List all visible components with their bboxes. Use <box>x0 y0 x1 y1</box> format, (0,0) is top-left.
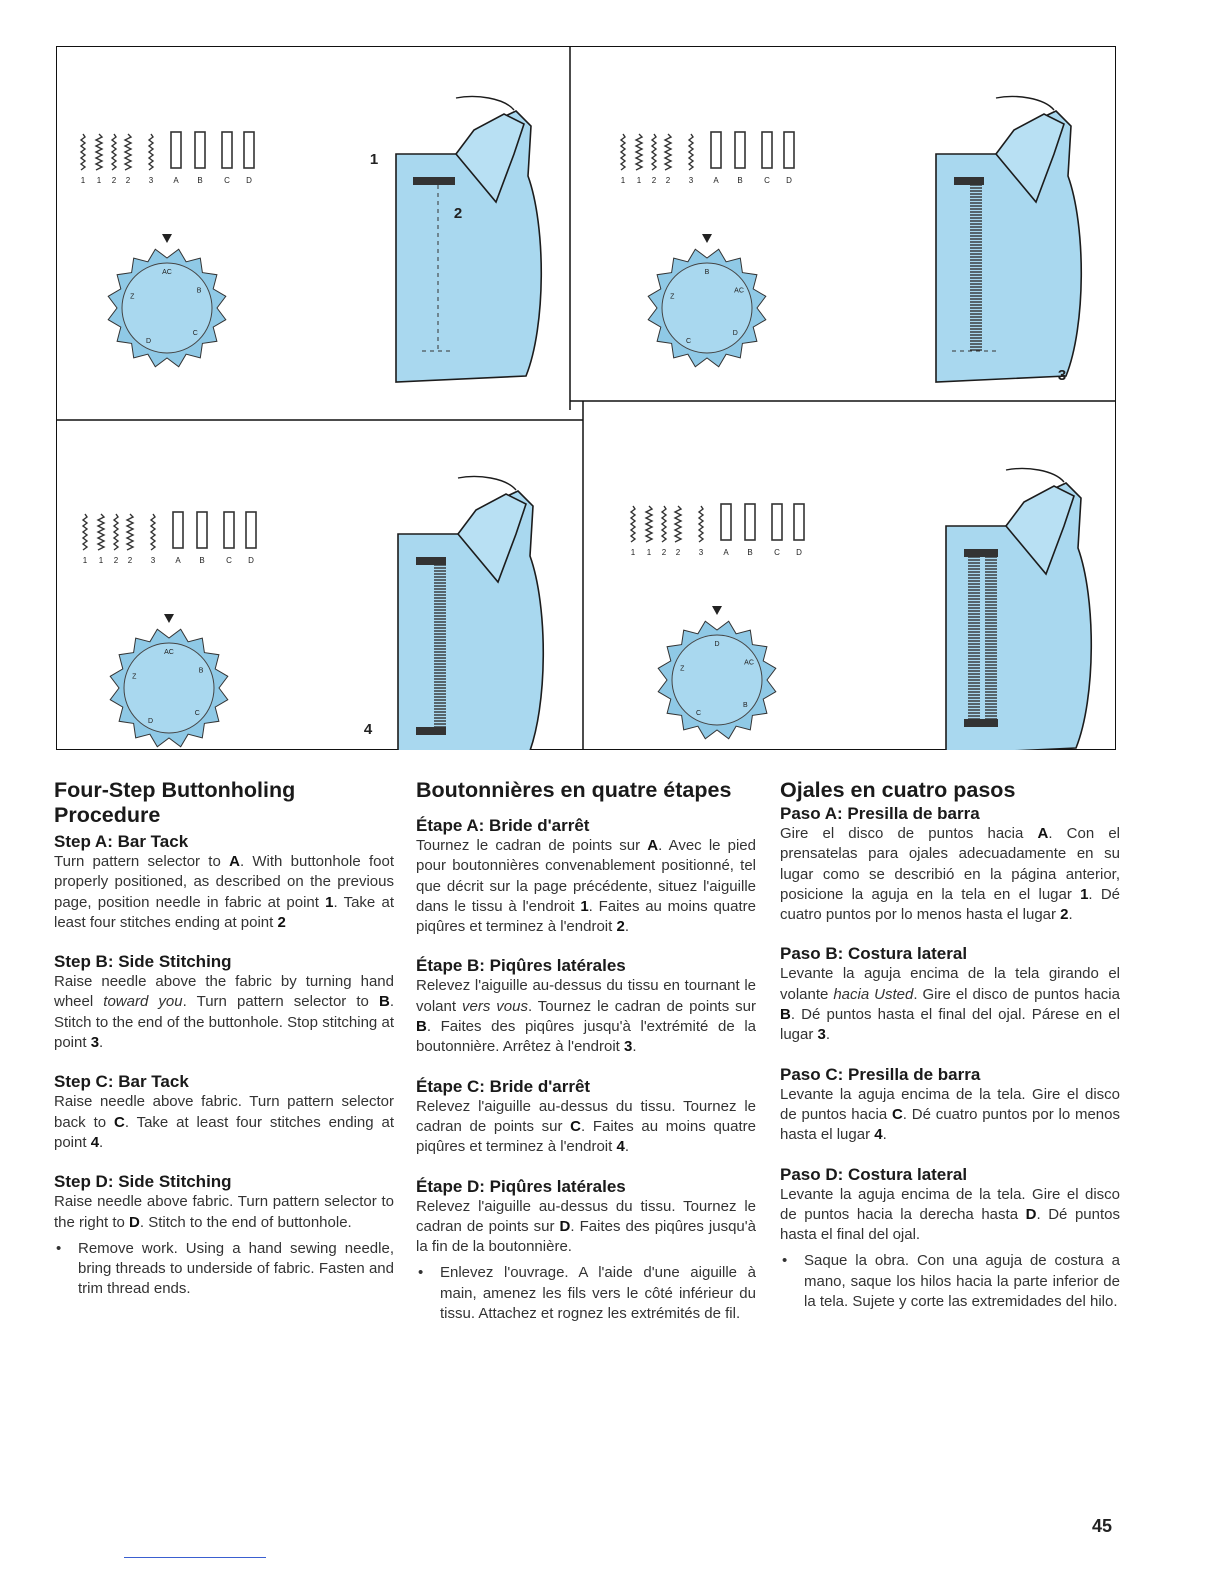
selector-number: B <box>737 176 743 185</box>
french-title: Boutonnières en quatre étapes <box>416 778 732 802</box>
es-step-a-heading: Paso A: Presilla de barra <box>780 804 980 823</box>
selector-symbol <box>794 504 804 557</box>
panel-A <box>81 97 541 383</box>
spanish-column <box>780 778 1120 1312</box>
zigzag-icon <box>621 134 625 170</box>
bar-icon <box>762 132 772 168</box>
dial-mark: B <box>743 701 748 709</box>
zigzag-icon <box>699 506 703 542</box>
dial-mark: D <box>732 329 738 337</box>
pointer-triangle <box>164 614 174 623</box>
selector-number: D <box>786 176 792 185</box>
selector-symbol <box>173 512 183 565</box>
selector-symbol <box>222 132 232 185</box>
selector-symbol <box>745 504 755 557</box>
dial-mark: Z <box>670 293 675 301</box>
selector-number: B <box>197 176 203 185</box>
zigzag-icon <box>83 514 87 550</box>
dial-mark: D <box>145 338 152 346</box>
selector-number: C <box>226 556 232 565</box>
zigzag-icon <box>112 134 116 170</box>
selector-number: A <box>173 176 179 185</box>
selector-symbol <box>636 134 642 185</box>
shirt-fabric <box>946 469 1091 751</box>
stitch-selector-strip <box>81 132 254 185</box>
es-bullet: • Saque la obra. Con una aguja de costura a mano, saque los hilos hacia la parte inferior de la tela. Sujete y corte las extremidades del hilo. <box>780 1251 1120 1312</box>
selector-symbol <box>246 512 256 565</box>
zigzag-icon <box>125 134 131 170</box>
selector-symbol <box>762 132 772 185</box>
fr-step-c-text: Relevez l'aiguille au-dessus du tissu. Tournez le cadran de points sur C. Faites au moins quatre piqûres et terminez à l'endroit 4. <box>416 1097 756 1156</box>
selector-symbol <box>127 514 133 565</box>
zigzag-icon <box>96 134 102 170</box>
fr-step-d-heading: Étape D: Piqûres latérales <box>416 1176 626 1196</box>
bar-icon <box>794 504 804 540</box>
bar-icon <box>735 132 745 168</box>
selector-number: A <box>713 176 719 185</box>
selector-number: A <box>175 556 181 565</box>
shirt-fabric <box>398 477 543 751</box>
dial-face <box>662 263 752 353</box>
en-step-c-heading: Step C: Bar Tack <box>54 1072 189 1092</box>
selector-number: D <box>246 176 252 185</box>
fr-step-d-text: Relevez l'aiguille au-dessus du tissu. Tournez le cadran de points sur D. Faites des piqûres jusqu'à la fin de la boutonnière. <box>416 1197 756 1256</box>
dial-mark: AC <box>164 649 174 656</box>
bar-icon <box>711 132 721 168</box>
en-step-b-text: Raise needle above the fabric by turning hand wheel toward you. Turn pattern selector to B. Stitch to the end of the buttonhole. Stop stitching at point 3. <box>54 973 395 1052</box>
dial-mark: C <box>685 338 692 346</box>
shirt-fabric <box>396 97 541 383</box>
selector-symbol <box>171 132 181 185</box>
point-label: 1 <box>369 151 379 168</box>
selector-number: A <box>723 548 729 557</box>
bar-tack <box>413 177 455 185</box>
dial-mark: B <box>196 287 202 295</box>
selector-symbol <box>646 506 652 557</box>
zigzag-icon <box>689 134 693 170</box>
dial-mark: Z <box>130 293 135 301</box>
bar-tack <box>954 177 984 185</box>
selector-number: 1 <box>80 176 86 185</box>
selector-symbol <box>711 132 721 185</box>
selector-number: 2 <box>125 176 131 185</box>
bar-icon <box>784 132 794 168</box>
selector-symbol <box>772 504 782 557</box>
selector-symbol <box>81 134 86 185</box>
selector-symbol <box>662 506 667 557</box>
es-step-d-text: Levante la aguja encima de la tela. Gire el disco de puntos hacia la derecha hasta D. Dé puntos hasta el final del ojal. <box>780 1185 1120 1244</box>
zigzag-icon <box>636 134 642 170</box>
selector-symbol <box>675 506 681 557</box>
bottom-rule <box>124 1557 266 1558</box>
es-step-b-heading: Paso B: Costura lateral <box>780 944 968 964</box>
bar-icon <box>197 512 207 548</box>
selector-number: 3 <box>150 556 156 565</box>
bar-icon <box>721 504 731 540</box>
dial-mark: AC <box>734 287 744 295</box>
bar-icon <box>745 504 755 540</box>
selector-symbol <box>244 132 254 185</box>
selector-number: 1 <box>98 556 104 565</box>
dial-mark: B <box>704 269 710 276</box>
buttonhole-figure <box>56 46 1116 750</box>
selector-symbol <box>112 134 117 185</box>
point-label: 2 <box>453 205 463 222</box>
bar-icon <box>224 512 234 548</box>
selector-number: 2 <box>127 556 133 565</box>
selector-number: 2 <box>651 176 657 185</box>
selector-symbol <box>98 514 104 565</box>
selector-number: 3 <box>148 176 154 185</box>
selector-symbol <box>689 134 694 185</box>
fr-step-b-heading: Étape B: Piqûres latérales <box>416 956 626 976</box>
bar-icon <box>244 132 254 168</box>
selector-number: C <box>774 548 780 557</box>
bar-icon <box>173 512 183 548</box>
collar-back <box>458 477 516 491</box>
dial-mark: D <box>714 641 720 648</box>
panel-B <box>621 97 1081 385</box>
selector-number: B <box>747 548 753 557</box>
es-step-a-text: Gire el disco de puntos hacia A. Con el prensatelas para ojales adecuadamente en su lugar como se describió en la página anterior, posicione la aguja en la tela en el lugar 1. Dé cuatro puntos por lo menos hasta el lugar 2. <box>780 825 1120 924</box>
fr-step-a-text: Tournez le cadran de points sur A. Avec le pied pour boutonnières convenablement positionné, tel que décrit sur la page précédente, situez l'aiguille dans le tissu à l'endroit 1. Faites au moins quatre piqûres et terminez à l'endroit 2. <box>416 837 756 936</box>
collar-back <box>1006 469 1064 483</box>
zigzag-icon <box>675 506 681 542</box>
bar-icon <box>171 132 181 168</box>
selector-symbol <box>224 512 234 565</box>
zigzag-icon <box>98 514 104 550</box>
selector-symbol <box>151 514 156 565</box>
en-step-a-text: Turn pattern selector to A. With buttonhole foot properly positioned, as described on the previous page, position needle in fabric at point 1. Take at least four stitches ending at point 2 <box>54 853 394 931</box>
dial-mark: D <box>147 718 154 726</box>
zigzag-icon <box>652 134 656 170</box>
zigzag-icon <box>151 514 155 550</box>
es-step-d-heading: Paso D: Costura lateral <box>780 1164 968 1184</box>
selector-number: D <box>796 548 802 557</box>
dial-mark: AC <box>162 269 172 276</box>
stitch-selector-strip <box>621 132 794 185</box>
selector-symbol <box>197 512 207 565</box>
selector-symbol <box>631 506 636 557</box>
en-step-c-text: Raise needle above fabric. Turn pattern selector back to C. Take at least four stitches ending at point 4. <box>54 1093 395 1151</box>
bar-tack <box>416 557 446 565</box>
selector-number: 1 <box>646 548 652 557</box>
zigzag-icon <box>81 134 85 170</box>
selector-number: 1 <box>636 176 642 185</box>
spanish-title: Ojales en cuatro pasos <box>780 778 1016 802</box>
selector-symbol <box>149 134 154 185</box>
panel-D <box>631 469 1091 751</box>
english-title: Four-Step Buttonholing Procedure <box>54 778 296 827</box>
pointer-triangle <box>162 234 172 243</box>
stitch-selector-strip <box>83 512 256 565</box>
dial-mark: C <box>695 710 702 718</box>
bar-icon <box>195 132 205 168</box>
selector-number: 3 <box>698 548 704 557</box>
selector-symbol <box>621 134 626 185</box>
bar-icon <box>222 132 232 168</box>
selector-symbol <box>114 514 119 565</box>
en-step-d-heading: Step D: Side Stitching <box>54 1172 232 1192</box>
selector-number: C <box>764 176 770 185</box>
bar-tack <box>964 719 998 727</box>
dial-mark: C <box>192 329 198 337</box>
point-label: 4 <box>363 721 373 738</box>
en-step-d-text: Raise needle above fabric. Turn pattern selector to the right to D. Stitch to the end of buttonhole. <box>54 1193 394 1231</box>
dial-mark: Z <box>132 673 137 681</box>
french-column <box>416 778 756 1324</box>
en-step-a-heading: Step A: Bar Tack <box>54 832 189 851</box>
en-step-b-heading: Step B: Side Stitching <box>54 952 232 972</box>
collar-back <box>456 97 514 111</box>
shirt-fabric <box>936 97 1081 383</box>
es-step-b-text: Levante la aguja encima de la tela girando el volante hacia Usted. Gire el disco de puntos hacia B. Dé puntos hasta el final del ojal. Párese en el lugar 3. <box>780 965 1120 1044</box>
english-column <box>54 778 394 1300</box>
bar-icon <box>246 512 256 548</box>
selector-symbol <box>96 134 102 185</box>
zigzag-icon <box>114 514 118 550</box>
bar-tack <box>964 549 998 557</box>
panel-C <box>83 477 543 751</box>
zigzag-icon <box>149 134 153 170</box>
bar-icon <box>772 504 782 540</box>
selector-symbol <box>721 504 731 557</box>
page-number: 45 <box>1092 1516 1113 1536</box>
pointer-triangle <box>702 234 712 243</box>
zigzag-icon <box>665 134 671 170</box>
dial-mark: C <box>194 709 200 717</box>
fr-step-a-heading: Étape A: Bride d'arrêt <box>416 816 590 835</box>
selector-number: 2 <box>661 548 667 557</box>
zigzag-icon <box>662 506 666 542</box>
selector-number: 3 <box>688 176 694 185</box>
selector-symbol <box>83 514 88 565</box>
dial-mark: Z <box>680 665 685 673</box>
selector-number: 1 <box>82 556 88 565</box>
dial-face <box>124 643 214 733</box>
selector-number: 1 <box>96 176 102 185</box>
figure-svg <box>56 46 1116 750</box>
selector-symbol <box>735 132 745 185</box>
es-step-c-heading: Paso C: Presilla de barra <box>780 1064 981 1084</box>
point-label: 3 <box>1057 367 1067 384</box>
collar-back <box>996 97 1054 111</box>
zigzag-icon <box>646 506 652 542</box>
selector-number: C <box>224 176 230 185</box>
fr-step-c-heading: Étape C: Bride d'arrêt <box>416 1076 591 1096</box>
selector-symbol <box>652 134 657 185</box>
stitch-selector-strip <box>631 504 804 557</box>
dial-face <box>672 635 762 725</box>
selector-symbol <box>699 506 704 557</box>
selector-number: 2 <box>113 556 119 565</box>
selector-number: 2 <box>111 176 117 185</box>
bar-tack <box>416 727 446 735</box>
selector-number: 1 <box>620 176 626 185</box>
es-step-c-text: Levante la aguja encima de la tela. Gire el disco de puntos hacia C. Dé cuatro puntos por lo menos hasta el lugar 4. <box>780 1085 1120 1144</box>
selector-number: 2 <box>675 548 681 557</box>
selector-number: D <box>248 556 254 565</box>
selector-symbol <box>125 134 131 185</box>
fr-step-b-text: Relevez l'aiguille au-dessus du tissu en tournant le volant vers vous. Tournez le cadran de points sur B. Faites des piqûres jusqu'à l'extrémité de la boutonnière. Arrêtez à l'endroit 3. <box>416 977 756 1056</box>
fr-bullet: • Enlevez l'ouvrage. A l'aide d'une aiguille à main, amenez les fils vers le côté inférieur du tissu. Attachez et rognez les extrémités de fil. <box>416 1263 756 1324</box>
selector-number: 1 <box>630 548 636 557</box>
selector-symbol <box>784 132 794 185</box>
selector-number: B <box>199 556 205 565</box>
pointer-triangle <box>712 606 722 615</box>
zigzag-icon <box>631 506 635 542</box>
zigzag-icon <box>127 514 133 550</box>
dial-mark: AC <box>744 659 754 667</box>
dial-face <box>122 263 212 353</box>
selector-symbol <box>665 134 671 185</box>
dial-mark: B <box>198 667 204 675</box>
selector-number: 2 <box>665 176 671 185</box>
selector-symbol <box>195 132 205 185</box>
en-bullet: • Remove work. Using a hand sewing needle, bring threads to underside of fabric. Fasten and trim thread ends. <box>54 1239 394 1300</box>
